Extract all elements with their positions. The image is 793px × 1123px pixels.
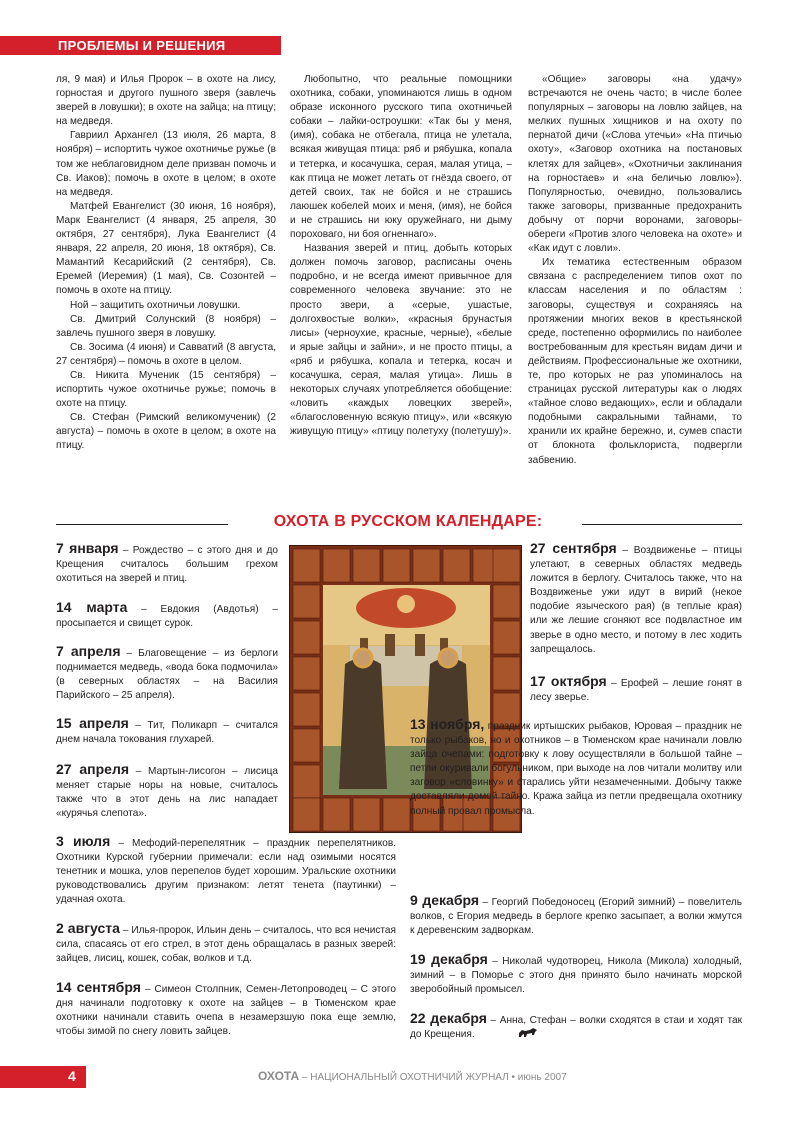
page-number-box: [56, 1066, 86, 1088]
paragraph: Любопытно, что реальные помощники охотника, собаки, упоминаются лишь в одном образе исконного русского типа охотничьей собаки – лайки-остроушки: «Так бы у меня, (имя), собака не отбегала, птица не улетала, всякая живущая птица: ряб и рябушка, копала и тетерка, и косачушка, серая, малая утица, – как птица не может летать от гнёзда своего, от детей своих, так не бойся и не страшись лаюшек кобелей моих и меня, (имя), не бойся и не страшись ни юку оружейнаго, ни дыму пороховаго, ни боя огненнаго».: [290, 74, 512, 241]
paragraph: ля, 9 мая) и Илья Пророк – в охоте на лису, горностая и другого пушного зверя (завлечь зверей в ловушки); в охоте на зайца; на птицу; на медведя.: [56, 74, 276, 128]
entry-text: – Илья-пророк, Ильин день – считалось, что вся нечистая сила, спасаясь от его стрел, в этот день обращалась в разных зверей: зайцев, лисиц, кошек, собак, волков и т.д.: [56, 925, 397, 965]
paragraph: Гавриил Архангел (13 июля, 26 марта, 8 ноября) – испортить чужое охотничье ружье (в том же неблаговидном деле призван помочь и Св. Иаков); помочь в охоте в целом; в охоте на медведя.: [56, 130, 276, 198]
calendar-entry: [410, 893, 742, 938]
calendar-entry: [56, 716, 278, 747]
wolf-icon: [518, 1026, 538, 1038]
paragraph: Св. Зосима (4 июня) и Савватий (8 августа, 27 сентября) – помочь в охоте в целом.: [56, 341, 276, 367]
page-number: 4: [68, 1068, 76, 1084]
entry-text: – Ерофей – лешие гонят в лесу зверье.: [530, 678, 742, 704]
entry-date: 19 декабря: [410, 951, 488, 967]
calendar-entry: [410, 717, 742, 819]
calendar-entry: [410, 1011, 742, 1042]
entry-date: 13 ноября,: [410, 716, 485, 732]
text-column-2: [290, 73, 512, 439]
entry-text: праздник иртышских рыбаков, Юровая – праздник не только рыбаков, но и охотников – в Тюменском крае начинали ловлю зайца очепами: подготовку к лову осуществляли в большой тайне – петли окуривали богульником, при выходе на лов читали молитву или заговор «словинку» и старались уйти незамеченными. Добычу также доставляли домой тайно. Кража зайца из петли предвещала охотнику полный провал промысла.: [410, 721, 742, 817]
paragraph: Матфей Евангелист (30 июня, 16 ноября), Марк Евангелист (4 января, 25 апреля, 30 октября, 27 сентября), Лука Евангелист (4 января, 22 апреля, 20 июня, 18 октября), Св. Мамантий Кесарийский (2 сентября), Св. Еремей (Иеремия) (1 мая), Св. Созонтей – помочь в охоте на птицу.: [56, 200, 276, 297]
calendar-section-title: ОХОТА В РУССКОМ КАЛЕНДАРЕ:: [273, 513, 543, 530]
entry-date: 14 марта: [56, 599, 128, 615]
entry-text: – Георгий Победоносец (Егорий зимний) – повелитель волков, с Егория медведь в берлоге крепко засыпает, а волки жмутся к деревенским задворкам.: [410, 897, 742, 937]
paragraph: Названия зверей и птиц, добыть которых должен помочь заговор, расписаны очень подробно, и не всегда имеют привычное для современного человека звучание: это не просто звери, а «серые, ушастые, долгохвостые волки», «красныя брунастыя лисы» (черноухие, красные, черные), «белые и ярые зайцы и зайни», и не просто птицы, а «ряб и рябушка, копала и тетерка, косач и косачушка, серая, малая утица». Лишь в некоторых случаях употребляется обобщение: «ловить «каждых ловецких зверей», «благословенную всякую птицу», или «всякую живущую птицу» «птицу полетуху (полетушу)».: [290, 243, 512, 438]
divider-right: [582, 524, 742, 525]
entry-text: – Мефодий-перепелятник – праздник перепелятников. Охотники Курской губернии примечали: если над озимыми носятся тенетник и мошка, улов перепелов будет хорошим. Уральские охотники руководствовались другим признаком: летят тенета (паутинки) – удачная охота.: [56, 838, 397, 906]
calendar-entry: [530, 541, 742, 657]
text-column-3: [528, 73, 742, 468]
entry-date: 17 октября: [530, 673, 607, 689]
entry-text: – Благовещение – из берлоги поднимается медведь, «вода бока подмочила» (в северных областях – на Василия Парийского – 25 апреля).: [56, 648, 278, 702]
section-header-title: ПРОБЛЕМЫ И РЕШЕНИЯ: [58, 38, 226, 53]
entry-text: – Воздвиженье – птицы улетают, в северных областях медведь ложится в берлогу. Считалось также, что на Воздвиженье ужи идут в вирий (некое подобие языческого рая) (в теплые края) или же лешие сгоняют все подвластное им зверье в одно место, и потому в лес ходить запрещалось.: [530, 545, 742, 655]
entry-text: – Мартын-лисогон – лисица меняет старые норы на новые, считалось также что в этот день на лис нападает «курячья слепота».: [56, 766, 278, 820]
entry-date: 7 апреля: [56, 643, 121, 659]
entry-text: – Николай чудотворец, Никола (Микола) холодный, зимний – в Поморье с этого дня принято было начинать морской зверобойный промысел.: [410, 956, 742, 996]
entry-date: 22 декабря: [410, 1010, 487, 1026]
footer-tagline: [258, 1070, 567, 1084]
calendar-entry: [410, 952, 742, 997]
entry-date: 27 сентября: [530, 540, 617, 556]
paragraph: Св. Стефан (Римский великомученик) (2 августа) – помочь в охоте в целом; в охоте на птицу.: [56, 412, 276, 452]
calendar-entry: [530, 674, 742, 705]
text-column-1: [56, 73, 276, 454]
calendar-entry: [56, 600, 278, 631]
calendar-entry: [56, 762, 278, 821]
paragraph: Св. Никита Мученик (15 сентября) – испортить чужое охотничье ружье; помочь в охоте на птицу.: [56, 369, 276, 410]
paragraph: Ной – защитить охотничьи ловушки.: [70, 299, 241, 311]
entry-text: – Евдокия (Авдотья) – просыпается и свищет сурок.: [56, 604, 278, 630]
paragraph: Их тематика естественным образом связана с распределением типов охот по классам населения и по областям : заговоры, существуя и сохраняясь на протяжении многих веков в крестьянской среде, постепенно оформились по наиболее востребованным для крестьян видам дичи и действиям. Профессиональные же охотники, те, про которых не раз упоминалось на страницах русской литературы как о людях «тайное слово ведающих», если и обладали подобными сакральными тайнами, то хранили их крайне бережно, и, сумев спасти от блокнота фольклориста, подвергли забвению.: [528, 257, 742, 466]
magazine-name: ОХОТА: [258, 1069, 300, 1083]
entry-date: 27 апреля: [56, 761, 130, 777]
calendar-entry: [56, 644, 278, 703]
calendar-entry: [56, 834, 396, 907]
entry-text: – Анна, Стефан – волки сходятся в стаи и ходят так до Крещения.: [410, 1015, 742, 1041]
entry-date: 15 апреля: [56, 715, 129, 731]
entry-text: – Тит, Поликарп – считался днем начала токования глухарей.: [56, 720, 279, 746]
calendar-entry: [56, 921, 396, 966]
calendar-entry: [56, 980, 396, 1039]
entry-text: – Рождество – с этого дня и до Крещения считалось большим грехом охотиться на зверей и птиц.: [56, 545, 279, 585]
entry-date: 3 июля: [56, 833, 111, 849]
footer-bar: [0, 1066, 56, 1088]
paragraph: «Общие» заговоры «на удачу» встречаются не очень часто; в числе более популярных – заговоры на ловлю зайцев, на мелких пушных хищников и на охоту по пернатой дичи («Слова утечьи» «На птичью охоту», «Заговор охотника на постановых клетях для зайцев», «Охотничьи заклинания на горностаев» и «на беличью ловлю»). Популярностью, очевидно, пользовались также заговоры, призванные предохранить добычу от порчи воронами, заговоры-обереги «Против злого человека на охоте» и «Как идут с ловли».: [528, 74, 742, 255]
entry-date: 2 августа: [56, 920, 120, 936]
divider-left: [56, 524, 228, 525]
paragraph: Св. Дмитрий Солунский (8 ноября) – завлечь пушного зверя в ловушку.: [56, 313, 276, 339]
magazine-tagline: – НАЦИОНАЛЬНЫЙ ОХОТНИЧИЙ ЖУРНАЛ • июнь 2007: [299, 1072, 567, 1083]
entry-date: 14 сентября: [56, 979, 141, 995]
entry-date: 9 декабря: [410, 892, 480, 908]
entry-date: 7 января: [56, 540, 119, 556]
entry-text: – Симеон Столпник, Семен-Летопроводец – С этого дня начинали подготовку к охоте на зайцев – в Тюменском крае охотники начинали ставить очепа в незамерзшую пока еще землю, чтобы зимой по снегу ловить зайцев.: [56, 984, 396, 1038]
calendar-entry: [56, 541, 278, 586]
